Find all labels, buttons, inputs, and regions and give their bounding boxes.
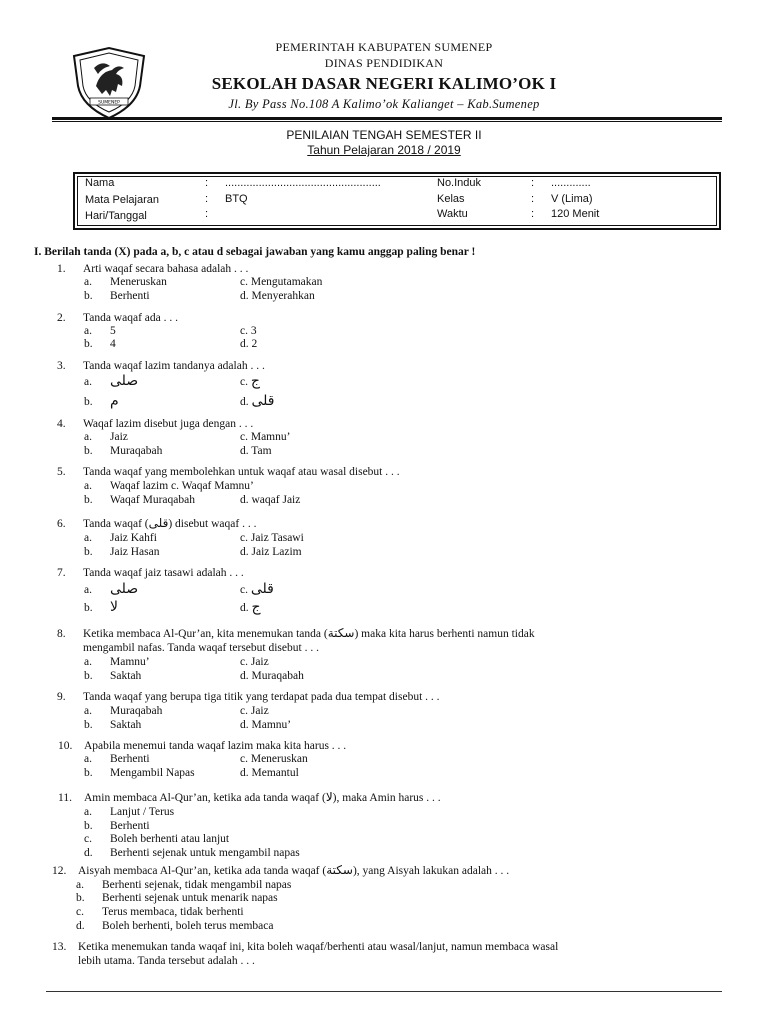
question-4: 4. Waqaf lazim disebut juga dengan . . . [57, 418, 254, 430]
q6-option-a[interactable]: a. Jaiz Kahfi [84, 532, 157, 544]
q9-option-c[interactable]: c. Jaiz [240, 705, 269, 717]
q11-option-d[interactable]: d. Berhenti sejenak untuk mengambil napas [84, 847, 300, 859]
question-5: 5. Tanda waqaf yang membolehkan untuk waqaf atau wasal disebut . . . [57, 466, 400, 478]
q11-option-a[interactable]: a. Lanjut / Terus [84, 806, 175, 818]
question-8: 8. Ketika membaca Al-Qur’an, kita menemukan tanda (سكتة) maka kita harus berhenti namun tidak [57, 626, 535, 640]
q3-option-d[interactable]: d. قلى [240, 393, 275, 409]
q8-option-d[interactable]: d. Muraqabah [240, 670, 304, 682]
q8-option-b[interactable]: b. Saktah [84, 670, 142, 682]
footer-rule [46, 991, 722, 992]
q9-option-b[interactable]: b. Saktah [84, 719, 142, 731]
identity-label-mapel: Mata Pelajaran [85, 194, 159, 206]
identity-value-kelas: V (Lima) [551, 193, 593, 205]
question-13: 13. Ketika menemukan tanda waqaf ini, kita boleh waqaf/berhenti atau wasal/lanjut, namun membaca wasal [52, 941, 559, 953]
identity-value-nama[interactable]: ................................................... [225, 177, 381, 189]
q9-option-d[interactable]: d. Mamnu’ [240, 719, 292, 731]
q5-option-d[interactable]: d. waqaf Jaiz [240, 494, 301, 506]
exam-year: Tahun Pelajaran 2018 / 2019 [307, 143, 461, 157]
identity-value-noinduk[interactable]: ............. [551, 177, 591, 189]
q4-option-c[interactable]: c. Mamnu’ [240, 431, 291, 443]
q3-option-b[interactable]: b. م [84, 393, 119, 409]
q12-option-a[interactable]: a. Berhenti sejenak, tidak mengambil napas [76, 879, 292, 891]
q6-option-d[interactable]: d. Jaiz Lazim [240, 546, 302, 558]
question-1: 1. Arti waqaf secara bahasa adalah . . . [57, 263, 249, 275]
q5-option-b[interactable]: b. Waqaf Muraqabah [84, 494, 195, 506]
header-government: PEMERINTAH KABUPATEN SUMENEP [275, 40, 493, 54]
q7-option-a[interactable]: a. صلى [84, 581, 139, 597]
identity-label-noinduk: No.Induk [437, 177, 482, 189]
q10-option-a[interactable]: a. Berhenti [84, 753, 150, 765]
header-rule-thin [52, 121, 722, 122]
q1-option-b[interactable]: b. Berhenti [84, 290, 150, 302]
q2-option-a[interactable]: a. 5 [84, 325, 116, 337]
q3-option-c[interactable]: c. ج [240, 373, 260, 389]
q4-option-b[interactable]: b. Muraqabah [84, 445, 163, 457]
q12-option-d[interactable]: d. Boleh berhenti, boleh terus membaca [76, 920, 274, 932]
q10-option-b[interactable]: b. Mengambil Napas [84, 767, 195, 779]
q7-option-c[interactable]: c. قلى [240, 581, 274, 597]
q8-option-a[interactable]: a. Mamnu’ [84, 656, 150, 668]
q2-option-c[interactable]: c. 3 [240, 325, 257, 337]
question-11: 11. Amin membaca Al-Qur’an, ketika ada tanda waqaf (لا), maka Amin harus . . . [58, 790, 441, 804]
question-10: 10. Apabila menemui tanda waqaf lazim maka kita harus . . . [58, 740, 347, 752]
q6-option-c[interactable]: c. Jaiz Tasawi [240, 532, 304, 544]
q7-option-b[interactable]: b. لا [84, 599, 118, 615]
exam-title: PENILAIAN TENGAH SEMESTER II [286, 128, 482, 142]
q10-option-d[interactable]: d. Memantul [240, 767, 299, 779]
q1-option-d[interactable]: d. Menyerahkan [240, 290, 315, 302]
question-13-line2: lebih utama. Tanda tersebut adalah . . . [78, 955, 255, 967]
question-9: 9. Tanda waqaf yang berupa tiga titik yang terdapat pada dua tempat disebut . . . [57, 691, 440, 703]
identity-label-waktu: Waktu [437, 208, 468, 220]
header-department: DINAS PENDIDIKAN [324, 56, 444, 70]
header-school-name: SEKOLAH DASAR NEGERI KALIMO’OK I [211, 74, 557, 93]
identity-label-kelas: Kelas [437, 193, 465, 205]
q12-option-b[interactable]: b. Berhenti sejenak untuk menarik napas [76, 892, 278, 904]
q7-option-d[interactable]: d. ج [240, 599, 261, 615]
q11-option-b[interactable]: b. Berhenti [84, 820, 150, 832]
identity-value-mapel: BTQ [225, 193, 248, 205]
identity-value-waktu: 120 Menit [551, 208, 600, 220]
q1-option-a[interactable]: a. Meneruskan [84, 276, 167, 288]
identity-label-hari: Hari/Tanggal [85, 210, 147, 222]
logo-text: SUMENEP [98, 100, 120, 106]
question-2: 2. Tanda waqaf ada . . . [57, 312, 178, 324]
question-3: 3. Tanda waqaf lazim tandanya adalah . . . [57, 360, 265, 372]
section-instruction: I. Berilah tanda (X) pada a, b, c atau d sebagai jawaban yang kamu anggap paling benar ! [34, 246, 476, 258]
q10-option-c[interactable]: c. Meneruskan [240, 753, 308, 765]
q11-option-c[interactable]: c. Boleh berhenti atau lanjut [84, 833, 230, 845]
q4-option-a[interactable]: a. Jaiz [84, 431, 128, 443]
question-6: 6. Tanda waqaf (قلى) disebut waqaf . . . [57, 516, 257, 530]
question-8-line2: mengambil nafas. Tanda waqaf tersebut disebut . . . [83, 642, 319, 654]
q12-option-c[interactable]: c. Terus membaca, tidak berhenti [76, 906, 244, 918]
header-rule-thick [52, 117, 722, 120]
q3-option-a[interactable]: a. صلى [84, 373, 139, 389]
question-12: 12. Aisyah membaca Al-Qur’an, ketika ada tanda waqaf (سكتة), yang Aisyah lakukan adalah . . . [52, 863, 510, 877]
header-address: Jl. By Pass No.108 A Kalimo’ok Kalianget – Kab.Sumenep [228, 97, 540, 111]
q2-option-d[interactable]: d. 2 [240, 338, 258, 350]
q6-option-b[interactable]: b. Jaiz Hasan [84, 546, 160, 558]
q8-option-c[interactable]: c. Jaiz [240, 656, 269, 668]
identity-label-nama: Nama [85, 177, 115, 189]
identity-box: Nama : ................................................... Mata Pelajaran : BTQ Hari/Tanggal : No.Induk : ............. Kelas : V (Lima) Waktu : 120 Menit [73, 172, 721, 230]
q2-option-b[interactable]: b. 4 [84, 338, 116, 350]
q1-option-c[interactable]: c. Mengutamakan [240, 276, 323, 288]
q5-option-a-c[interactable]: a. Waqaf lazim c. Waqaf Mamnu’ [84, 480, 254, 492]
question-7: 7. Tanda waqaf jaiz tasawi adalah . . . [57, 567, 244, 579]
q9-option-a[interactable]: a. Muraqabah [84, 705, 163, 717]
q4-option-d[interactable]: d. Tam [240, 445, 272, 457]
